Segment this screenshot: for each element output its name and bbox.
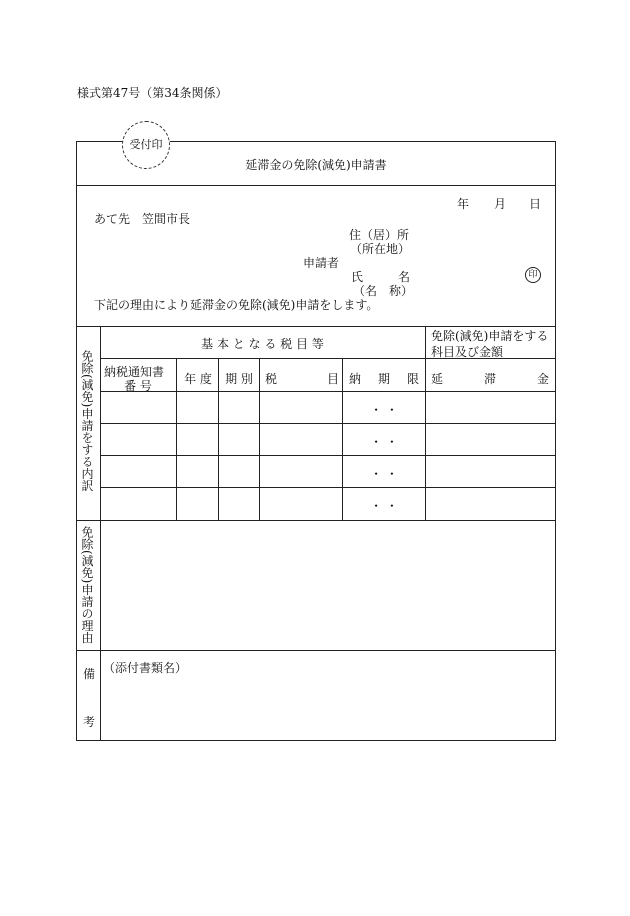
col-notice-no-2: 番 号 — [124, 379, 152, 393]
col-tax-item-1: 税 — [265, 372, 278, 386]
col-due-2: 期 — [377, 372, 390, 386]
divider-row-2 — [100, 455, 556, 456]
col-penalty-1: 延 — [431, 372, 444, 386]
form-number: 様式第47号（第34条関係） — [77, 86, 228, 100]
divider-section-2 — [76, 650, 556, 651]
date-day: 日 — [529, 197, 542, 211]
col-notice-no-1: 納税通知書 — [104, 365, 165, 379]
section3-side-label-1: 備 — [83, 667, 96, 681]
name-label-2: 名 — [398, 270, 411, 284]
section2-side-label: 免除(減免)申請の理由 — [80, 526, 94, 644]
table-header-left: 基 本 と な る 税 目 等 — [201, 337, 324, 351]
divider-section-1 — [76, 520, 556, 521]
col-penalty-2: 滞 — [483, 372, 496, 386]
row-1-due-date: ・ ・ — [370, 403, 398, 417]
divider-applicant — [76, 326, 556, 327]
col-period: 期 別 — [225, 372, 253, 386]
frame-right — [555, 141, 556, 741]
col-tax-item — [265, 370, 339, 387]
name-sub-label: （名 称） — [353, 284, 414, 298]
applicant-label: 申請者 — [303, 256, 340, 270]
attachment-label: （添付書類名） — [103, 661, 188, 675]
side-column-line — [100, 326, 101, 741]
form-title: 延滞金の免除(減免)申請書 — [245, 158, 387, 172]
receipt-stamp-label: 受付印 — [129, 138, 163, 151]
row-4-due-date: ・ ・ — [370, 499, 398, 513]
col-tax-item-2: 目 — [326, 372, 339, 386]
col-penalty-3: 金 — [536, 372, 549, 386]
statement: 下記の理由により延滞金の免除(減免)申請をします。 — [94, 298, 379, 312]
row-3-due-date: ・ ・ — [370, 467, 398, 481]
col-penalty — [431, 370, 549, 387]
col-due-3: 限 — [406, 372, 419, 386]
col-due-1: 納 — [349, 372, 362, 386]
row-2-due-date: ・ ・ — [370, 435, 398, 449]
col-line-5 — [425, 326, 426, 520]
seal-mark: 印 — [525, 267, 541, 283]
divider-row-1 — [100, 423, 556, 424]
section1-side-label: 免除(減免)申請をする内訳 — [80, 350, 94, 492]
name-label-1: 氏 — [351, 270, 364, 284]
date-month: 月 — [494, 197, 507, 211]
divider-row-3 — [100, 487, 556, 488]
col-due-date — [349, 370, 419, 387]
addressee: あて先 笠間市長 — [94, 212, 191, 226]
frame-left — [76, 141, 77, 741]
table-header-right: 免除(減免)申請をする科目及び金額 — [431, 329, 549, 359]
section3-side-label-2: 考 — [83, 715, 96, 729]
col-year: 年 度 — [184, 372, 212, 386]
form-frame — [76, 141, 556, 741]
frame-bottom — [76, 740, 556, 741]
address-label: 住（居）所 — [349, 228, 410, 242]
address-sub-label: （所在地） — [350, 242, 411, 256]
divider-title — [76, 185, 556, 186]
date-year: 年 — [457, 197, 470, 211]
